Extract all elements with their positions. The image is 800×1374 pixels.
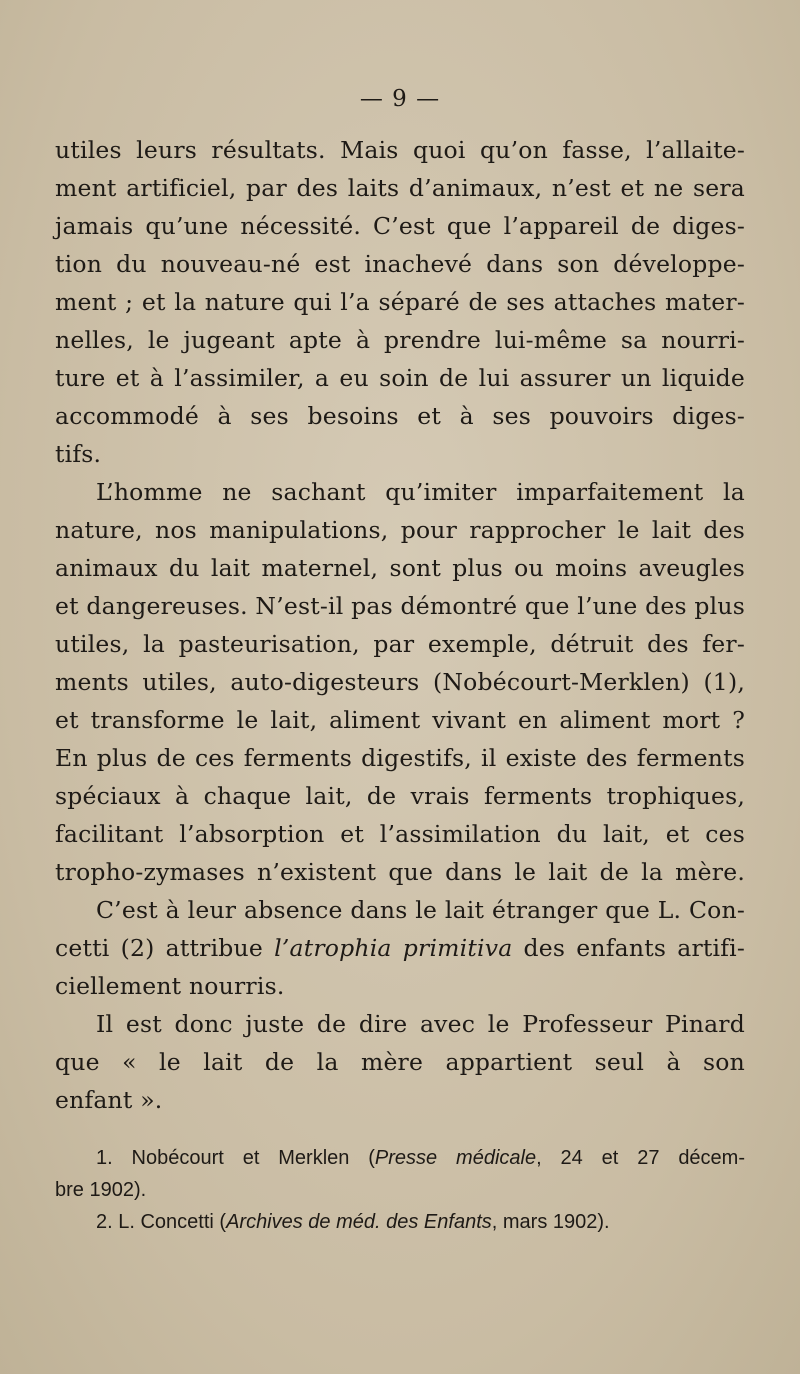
text-line: utiles, la pasteurisation, par exemple, détruit des fer- xyxy=(55,630,745,658)
text-line: Il est donc juste de dire avec le Professeur Pinard xyxy=(96,1010,745,1038)
text-line: nature, nos manipulations, pour rapprocher le lait des xyxy=(55,516,745,544)
text-segment: cetti (2) attribue xyxy=(55,934,275,962)
footnote-1-continuation: bre 1902). xyxy=(55,1179,147,1201)
text-line: enfant ». xyxy=(55,1086,163,1114)
text-line: et dangereuses. N’est-il pas démontré que l’une des plus xyxy=(55,592,745,620)
text-line: accommodé à ses besoins et à ses pouvoirs diges- xyxy=(55,402,745,430)
italic-title: Presse médicale xyxy=(374,1147,537,1169)
text-line: nelles, le jugeant apte à prendre lui-même sa nourri- xyxy=(55,326,745,354)
text-segment: , 24 et 27 décem- xyxy=(536,1147,746,1169)
footnote-1 xyxy=(96,1145,745,1171)
text-line: ment artificiel, par des laits d’animaux, n’est et ne sera xyxy=(55,174,745,202)
text-segment: , mars 1902). xyxy=(491,1211,610,1233)
text-line: tifs. xyxy=(55,440,102,468)
text-line: facilitant l’absorption et l’assimilation du lait, et ces xyxy=(55,820,745,848)
text-line: jamais qu’une nécessité. C’est que l’appareil de diges- xyxy=(55,212,745,240)
text-line: En plus de ces ferments digestifs, il existe des ferments xyxy=(55,744,745,772)
text-line xyxy=(55,933,745,963)
footnote-2 xyxy=(96,1209,745,1235)
text-line: spéciaux à chaque lait, de vrais ferments trophiques, xyxy=(55,782,745,810)
text-line: animaux du lait maternel, sont plus ou moins aveugles xyxy=(55,554,745,582)
text-line: que « le lait de la mère appartient seul à son xyxy=(55,1048,745,1076)
text-line: tropho-zymases n’existent que dans le lait de la mère. xyxy=(55,858,745,886)
text-segment: des enfants artifi- xyxy=(512,934,745,962)
text-line: et transforme le lait, aliment vivant en aliment mort ? xyxy=(55,706,745,734)
text-line: ture et à l’assimiler, a eu soin de lui assurer un liquide xyxy=(55,364,745,392)
text-line: L’homme ne sachant qu’imiter imparfaitement la xyxy=(96,478,745,506)
page-number: — 9 — xyxy=(359,86,441,112)
text-line: ments utiles, auto-digesteurs (Nobécourt-Merklen) (1), xyxy=(55,668,745,696)
italic-title: Archives de méd. des Enfants xyxy=(226,1211,492,1233)
text-segment: 2. L. Concetti ( xyxy=(96,1211,227,1233)
text-line: utiles leurs résultats. Mais quoi qu’on fasse, l’allaite- xyxy=(55,136,745,164)
text-line: ciellement nourris. xyxy=(55,972,285,1000)
text-line: ment ; et la nature qui l’a séparé de ses attaches mater- xyxy=(55,288,745,316)
italic-title: l’atrophia primitiva xyxy=(274,934,513,962)
text-segment: 1. Nobécourt et Merklen ( xyxy=(96,1147,375,1169)
text-line: tion du nouveau-né est inachevé dans son développe- xyxy=(55,250,745,278)
text-line: C’est à leur absence dans le lait étranger que L. Con- xyxy=(96,896,745,924)
